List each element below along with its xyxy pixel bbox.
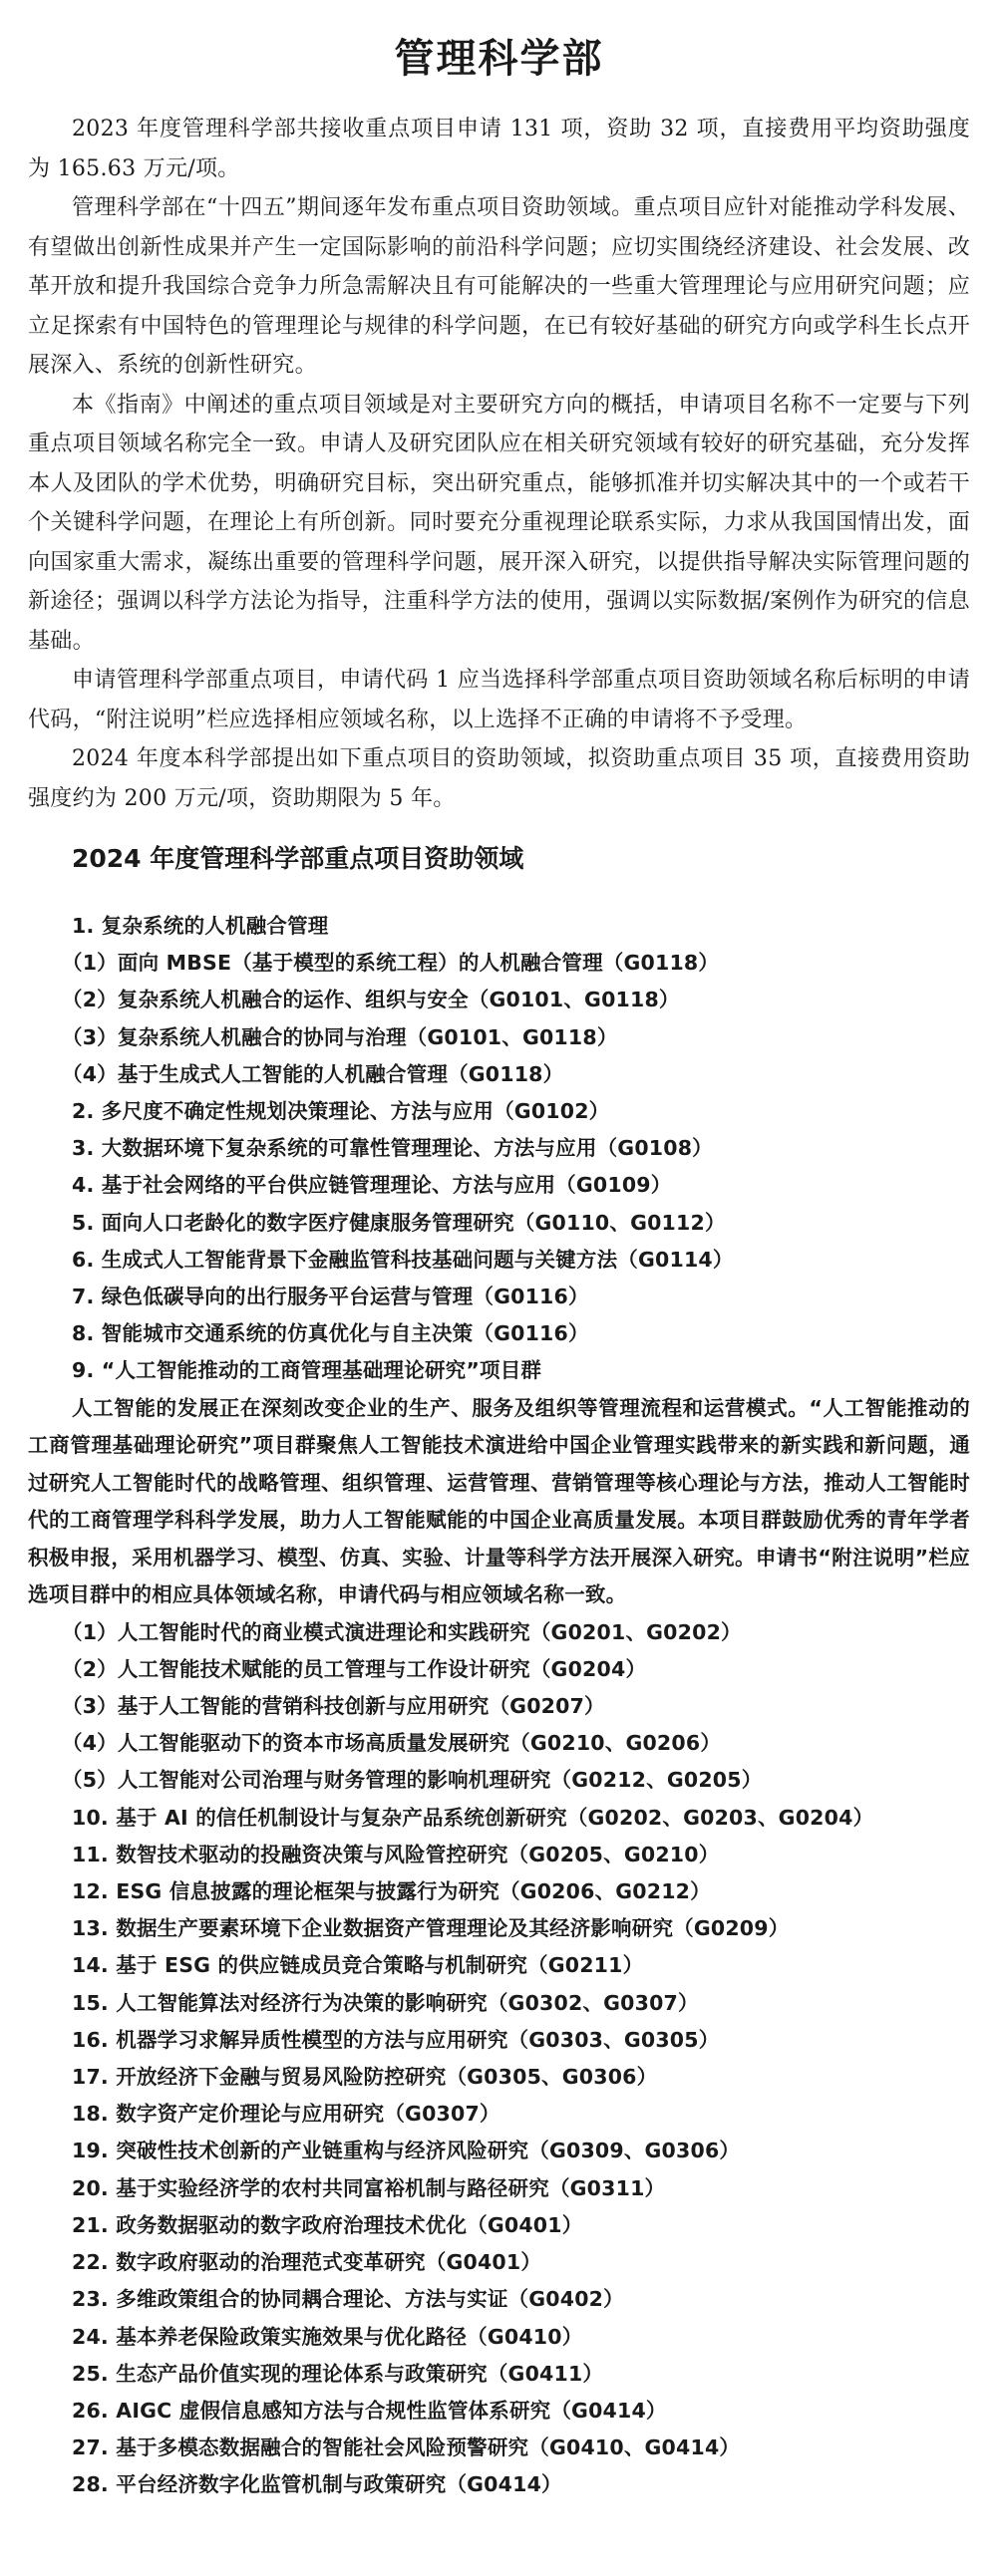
intro-paragraph-5: 2024 年度本科学部提出如下重点项目的资助领域，拟资助重点项目 35 项，直接费用资助强度约为 200 万元/项，资助期限为 5 年。 [28, 746, 970, 811]
list-item: 16. 机器学习求解异质性模型的方法与应用研究（G0303、G0305） [72, 2027, 720, 2052]
list-item: 22. 数字政府驱动的治理范式变革研究（G0401） [72, 2250, 542, 2275]
list-item: 23. 多维政策组合的协同耦合理论、方法与实证（G0402） [72, 2287, 624, 2312]
list-item: 13. 数据生产要素环境下企业数据资产管理理论及其经济影响研究（G0209） [72, 1916, 790, 1941]
sub-list-item: （2）人工智能技术赋能的员工管理与工作设计研究（G0204） [62, 1656, 647, 1681]
intro-paragraph-4: 申请管理科学部重点项目，申请代码 1 应当选择科学部重点项目资助领域名称后标明的申请代码，“附注说明”栏应选择相应领域名称，以上选择不正确的申请将不予受理。 [28, 668, 970, 732]
list-item: 5. 面向人口老龄化的数字医疗健康服务管理研究（G0110、G0112） [72, 1210, 726, 1235]
list-item: 25. 生态产品价值实现的理论体系与政策研究（G0411） [72, 2361, 604, 2386]
list-item: 7. 绿色低碳导向的出行服务平台运营与管理（G0116） [72, 1285, 589, 1309]
list-item: 11. 数智技术驱动的投融资决策与风险管控研究（G0205、G0210） [72, 1842, 720, 1866]
list-item: 12. ESG 信息披露的理论框架与披露行为研究（G0206、G0212） [72, 1879, 711, 1904]
list-item: 17. 开放经济下金融与贸易风险防控研究（G0305、G0306） [72, 2065, 658, 2090]
funding-area-list-part-1 [28, 908, 970, 1390]
project-group-description: 人工智能的发展正在深刻改变企业的生产、服务及组织等管理流程和运营模式。“人工智能推动的工商管理基础理论研究”项目群聚焦人工智能技术演进给中国企业管理实践带来的新实践和新问题，通过研究人工智能时代的战略管理、组织管理、运营管理、营销管理等核心理论与方法，推动人工智能时代的工商管理学科科学发展，助力人工智能赋能的中国企业高质量发展。本项目群鼓励优秀的青年学者积极申报，采用机器学习、模型、仿真、实验、计量等科学方法开展深入研究。申请书“附注说明”栏应选项目群中的相应具体领域名称，申请代码与相应领域名称一致。 [28, 1395, 970, 1607]
sub-list-item: （5）人工智能对公司治理与财务管理的影响机理研究（G0212、G0205） [62, 1768, 763, 1793]
list-item: 27. 基于多模态数据融合的智能社会风险预警研究（G0410、G0414） [72, 2435, 741, 2460]
list-item: 9. “人工智能推动的工商管理基础理论研究”项目群 [72, 1358, 542, 1383]
sub-list-item: （2）复杂系统人机融合的运作、组织与安全（G0101、G0118） [62, 988, 680, 1012]
list-item: 18. 数字资产定价理论与应用研究（G0307） [72, 2102, 500, 2127]
list-item: 6. 生成式人工智能背景下金融监管科技基础问题与关键方法（G0114） [72, 1247, 734, 1272]
list-item: 21. 政务数据驱动的数字政府治理技术优化（G0401） [72, 2212, 583, 2237]
sub-list-item: （3）基于人工智能的营销科技创新与应用研究（G0207） [62, 1694, 605, 1719]
list-item: 15. 人工智能算法对经济行为决策的影响研究（G0302、G0307） [72, 1990, 699, 2015]
list-item: 2. 多尺度不确定性规划决策理论、方法与应用（G0102） [72, 1099, 610, 1124]
list-item: 1. 复杂系统的人机融合管理 [72, 914, 329, 938]
list-item: 3. 大数据环境下复杂系统的可靠性管理理论、方法与应用（G0108） [72, 1136, 713, 1161]
funding-area-list-part-2 [28, 1614, 970, 2504]
intro-paragraph-3: 本《指南》中阐述的重点项目领域是对主要研究方向的概括，申请项目名称不一定要与下列重点项目领域名称完全一致。申请人及研究团队应在相关研究领域有较好的研究基础，充分发挥本人及团队的学术优势，明确研究目标，突出研究重点，能够抓准并切实解决其中的一个或若干个关键科学问题，在理论上有所创新。同时要充分重视理论联系实际，力求从我国国情出发，面向国家重大需求，凝练出重要的管理科学问题，展开深入研究，以提供指导解决实际管理问题的新途径；强调以科学方法论为指导，注重科学方法的使用，强调以实际数据/案例作为研究的信息基础。 [28, 392, 970, 654]
list-item: 4. 基于社会网络的平台供应链管理理论、方法与应用（G0109） [72, 1173, 672, 1198]
list-item: 20. 基于实验经济学的农村共同富裕机制与路径研究（G0311） [72, 2175, 666, 2200]
section-heading: 2024 年度管理科学部重点项目资助领域 [72, 844, 524, 873]
sub-list-item: （1）人工智能时代的商业模式演进理论和实践研究（G0201、G0202） [62, 1619, 742, 1644]
list-item: 10. 基于 AI 的信任机制设计与复杂产品系统创新研究（G0202、G0203、G0204） [72, 1805, 874, 1830]
intro-paragraph-1: 2023 年度管理科学部共接收重点项目申请 131 项，资助 32 项，直接费用平均资助强度为 165.63 万元/项。 [28, 117, 970, 181]
list-item: 28. 平台经济数字化监管机制与政策研究（G0414） [72, 2472, 562, 2497]
sub-list-item: （1）面向 MBSE（基于模型的系统工程）的人机融合管理（G0118） [62, 951, 720, 976]
list-item: 8. 智能城市交通系统的仿真优化与自主决策（G0116） [72, 1321, 589, 1346]
list-item: 24. 基本养老保险政策实施效果与优化路径（G0410） [72, 2324, 583, 2349]
sub-list-item: （3）复杂系统人机融合的协同与治理（G0101、G0118） [62, 1024, 618, 1049]
sub-list-item: （4）基于生成式人工智能的人机融合管理（G0118） [62, 1061, 564, 1086]
page-title: 管理科学部 [394, 36, 604, 82]
intro-paragraph-2: 管理科学部在“十四五”期间逐年发布重点项目资助领域。重点项目应针对能推动学科发展、有望做出创新性成果并产生一定国际影响的前沿科学问题；应切实围绕经济建设、社会发展、改革开放和提升我国综合竞争力所急需解决且有可能解决的一些重大管理理论与应用研究问题；应立足探索有中国特色的管理理论与规律的科学问题，在已有较好基础的研究方向或学科生长点开展深入、系统的创新性研究。 [28, 195, 970, 378]
sub-list-item: （4）人工智能驱动下的资本市场高质量发展研究（G0210、G0206） [62, 1731, 722, 1756]
list-item: 14. 基于 ESG 的供应链成员竞合策略与机制研究（G0211） [72, 1953, 644, 1978]
list-item: 26. AIGC 虚假信息感知方法与合规性监管体系研究（G0414） [72, 2398, 667, 2423]
list-item: 19. 突破性技术创新的产业链重构与经济风险研究（G0309、G0306） [72, 2139, 741, 2163]
